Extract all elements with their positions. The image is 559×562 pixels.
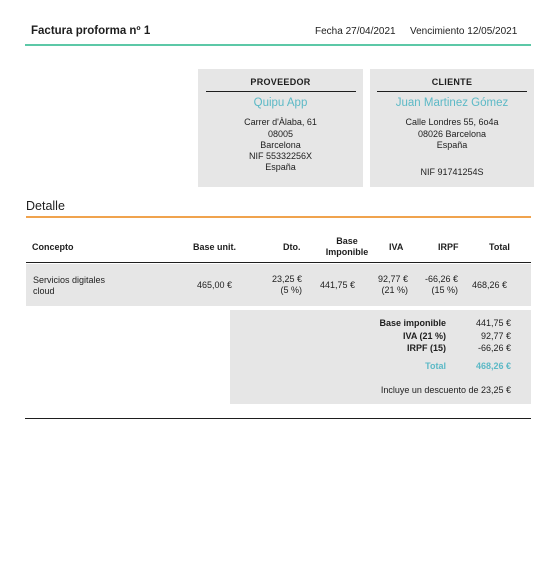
row-iva-pct: (21 %) [381, 285, 408, 295]
row-concepto-line1: Servicios digitales [33, 275, 106, 285]
col-header-total: Total [489, 242, 510, 252]
row-irpf [418, 274, 458, 296]
client-city: 08026 Barcelona [417, 128, 487, 139]
header-divider [25, 44, 531, 46]
supplier-country: España [265, 162, 296, 173]
row-irpf-amount: -66,26 € [424, 274, 458, 284]
totals-labels [350, 317, 446, 373]
totals-irpf-label: IRPF (15) [406, 343, 446, 354]
invoice-due-date: Vencimiento 12/05/2021 [410, 26, 518, 37]
invoice-title: Factura proforma nº 1 [31, 25, 151, 37]
col-header-base-imponible-line2: Imponible [325, 247, 369, 257]
supplier-box [198, 69, 363, 187]
client-country: España [436, 139, 468, 150]
supplier-address-line: Carrer d'Àlaba, 61 [244, 117, 317, 128]
client-nif: NIF 91741254S [420, 167, 484, 178]
supplier-postal-code: 08005 [267, 128, 294, 139]
supplier-name: Quipu App [253, 97, 308, 110]
supplier-city: Barcelona [260, 139, 301, 150]
row-irpf-pct: (15 %) [431, 285, 458, 295]
row-total: 468,26 € [472, 280, 508, 290]
client-heading: CLIENTE [377, 69, 527, 92]
totals-irpf-value: -66,26 € [477, 343, 511, 354]
totals-base-value: 441,75 € [475, 318, 511, 328]
row-base-unit: 465,00 € [197, 280, 233, 290]
supplier-nif: NIF 55332256X [248, 151, 313, 162]
row-dto-pct: (5 %) [280, 285, 302, 295]
row-concepto-line2: cloud [33, 286, 55, 296]
supplier-heading: PROVEEDOR [206, 69, 356, 92]
totals-total-value: 468,26 € [475, 361, 511, 372]
col-header-base-imponible-line1: Base [336, 236, 358, 246]
col-header-concepto: Concepto [32, 242, 74, 252]
row-iva [368, 274, 408, 296]
client-name: Juan Martinez Gómez [395, 97, 509, 110]
client-box [370, 69, 534, 187]
row-concepto [33, 275, 105, 297]
row-dto [262, 274, 302, 296]
totals-base-label: Base imponible [379, 318, 446, 328]
table-header-divider [26, 262, 531, 263]
row-iva-amount: 92,77 € [377, 274, 408, 284]
col-header-iva: IVA [389, 242, 404, 252]
col-header-base-imponible [316, 236, 378, 258]
footer-divider [25, 418, 531, 419]
detail-divider [26, 216, 531, 218]
totals-values [452, 317, 511, 373]
totals-iva-label: IVA (21 %) [402, 330, 446, 341]
totals-iva-value: 92,77 € [480, 330, 511, 341]
col-header-irpf: IRPF [438, 242, 459, 252]
row-dto-amount: 23,25 € [271, 274, 302, 284]
totals-total-label: Total [425, 361, 446, 372]
client-address-line: Calle Londres 55, 6o4a [405, 117, 499, 128]
discount-note: Incluye un descuento de 23,25 € [380, 385, 511, 395]
col-header-base-unit: Base unit. [193, 242, 237, 252]
row-base-imponible: 441,75 € [320, 280, 356, 290]
col-header-dto: Dto. [283, 242, 301, 252]
detail-section-title: Detalle [26, 199, 65, 213]
invoice-date: Fecha 27/04/2021 [315, 26, 396, 37]
